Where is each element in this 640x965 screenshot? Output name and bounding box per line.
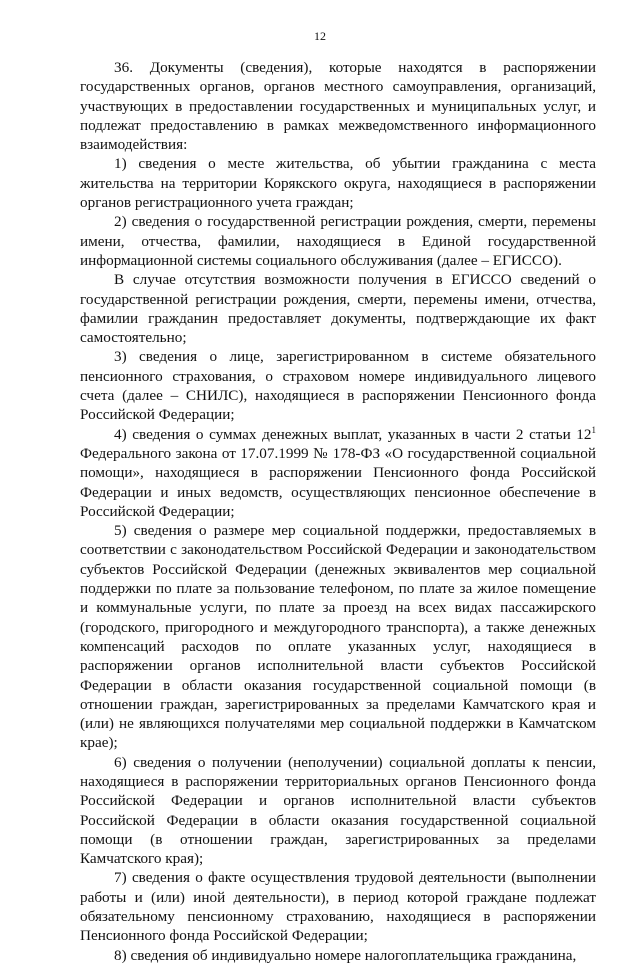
paragraph-egisso-note: В случае отсутствия возможности получения в ЕГИССО сведений о государственной регистрации рождения, смерти, перемены имени, отчества, фамилии гражданин предоставляет документы, подтверждающие их факт самостоятельно; [80,271,596,347]
paragraph-item-7: 7) сведения о факте осуществления трудовой деятельности (выполнении работы и (или) иной деятельности), в период которой граждане подлежат обязательному пенсионному страхованию, находящиеся в распоряжении Пенсионного фонда Российской Федерации; [80,869,596,945]
paragraph-item-4-text-end: Федерального закона от 17.07.1999 № 178-ФЗ «О государственной социальной помощи», находящиеся в распоряжении Пенсионного фонда Российской Федерации и иных ведомств, осуществляющих пенсионное обеспечение в Российской Федерации; [80,444,596,520]
page-number: 12 [314,29,326,43]
article-superscript: 1 [591,424,596,435]
paragraph-item-4-text-start: 4) сведения о суммах денежных выплат, указанных в части 2 статьи 12 [114,425,592,443]
paragraph-item-6: 6) сведения о получении (неполучении) социальной доплаты к пенсии, находящиеся в распоряжении территориальных органов Пенсионного фонда Российской Федерации и органов исполнительной власти субъектов Российской Федерации в области оказания государственной социальной помощи (в отношении граждан, зарегистрированных за пределами Камчатского края); [80,753,596,868]
paragraph-item-3: 3) сведения о лице, зарегистрированном в системе обязательного пенсионного страхования, о страховом номере индивидуального лицевого счета (далее – СНИЛС), находящиеся в распоряжении Пенсионного фонда Российской Федерации; [80,348,596,424]
document-body [80,58,596,965]
paragraph-item-1: 1) сведения о месте жительства, об убытии гражданина с места жительства на территории Корякского округа, находящиеся в распоряжении органов регистрационного учета граждан; [80,155,596,212]
paragraph-item-8: 8) сведения об индивидуально номере налогоплательщика гражданина, [114,946,577,964]
paragraph-36-intro: 36. Документы (сведения), которые находятся в распоряжении государственных органов, органов местного самоуправления, организаций, участвующих в предоставлении государственных и муниципальных услуг, и подлежат предоставлению в рамках межведомственного информационного взаимодействия: [80,59,596,154]
paragraph-item-2: 2) сведения о государственной регистрации рождения, смерти, перемены имени, отчества, фамилии, находящиеся в Единой государственной информационной системы социального обслуживания (далее – ЕГИССО). [80,213,596,269]
paragraph-item-4 [80,425,596,521]
paragraph-item-5: 5) сведения о размере мер социальной поддержки, предоставляемых в соответствии с законодательством Российской Федерации и законодательством субъектов Российской Федерации (денежных эквивалентов мер социальной поддержки по плате за пользование телефоном, по плате за жилое помещение и коммунальные услуги, по плате за проезд на всех видах пассажирского (городского, пригородного и междугородного транспорта), а также денежных компенсаций расходов по оплате указанных услуг, находящиеся в распоряжении органов исполнительной власти субъектов Российской Федерации в области оказания государственной социальной помощи (в отношении граждан, зарегистрированных за пределами Камчатского края и (или) не являющихся получателями мер социальной поддержки в Камчатском крае); [80,522,596,752]
